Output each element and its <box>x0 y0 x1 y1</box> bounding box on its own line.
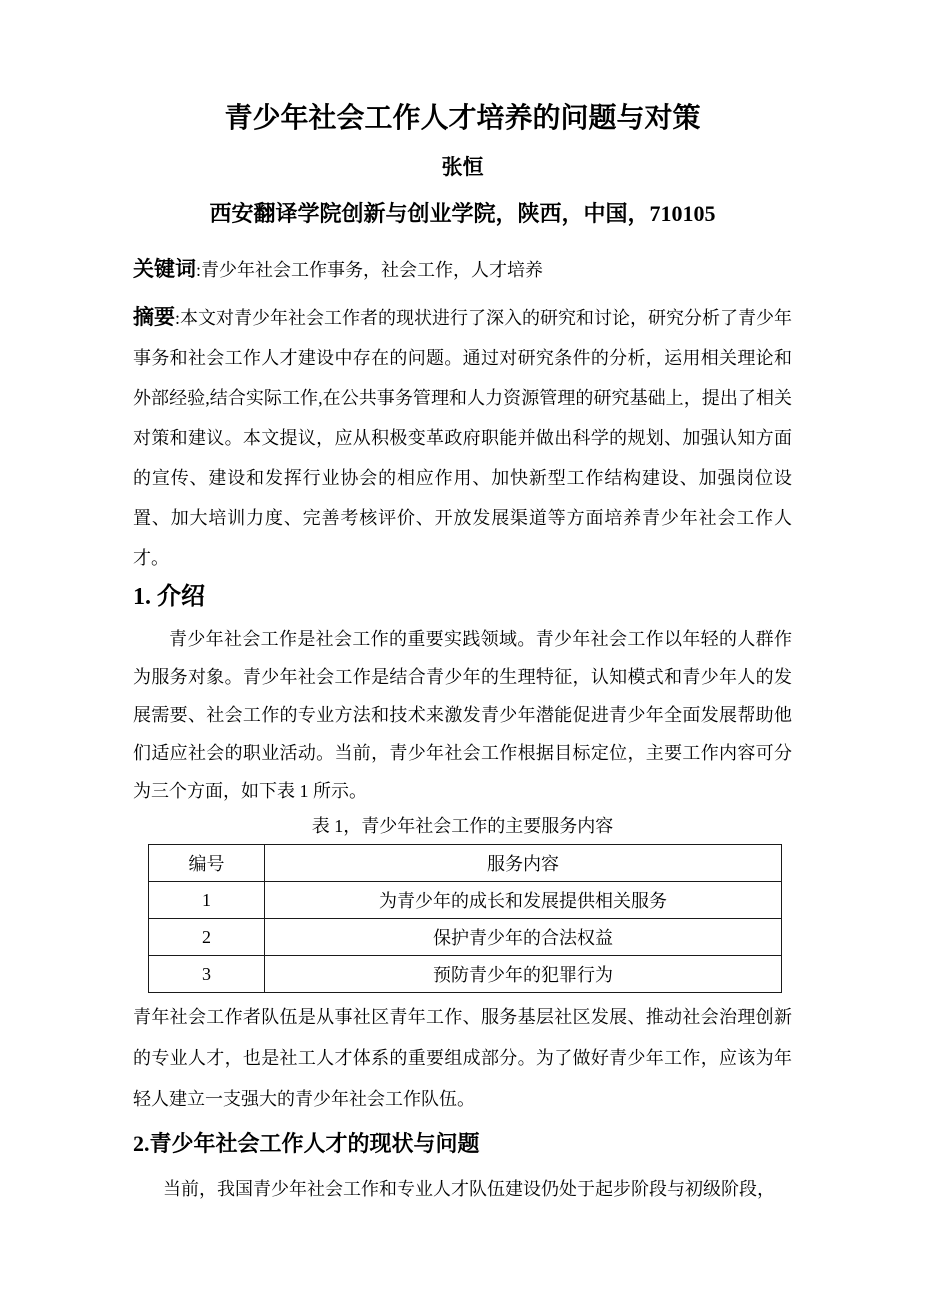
table-row <box>149 919 782 956</box>
table-cell-id: 2 <box>149 919 265 956</box>
current-status-paragraph: 当前，我国青少年社会工作和专业人才队伍建设仍处于起步阶段与初级阶段， <box>163 1179 775 1199</box>
table-caption: 表 1，青少年社会工作的主要服务内容 <box>311 816 614 836</box>
table-row <box>149 882 782 919</box>
author-name: 张恒 <box>441 155 484 179</box>
abstract-paragraph <box>133 297 792 578</box>
table-cell-service: 预防青少年的犯罪行为 <box>265 956 782 993</box>
table-cell-id: 1 <box>149 882 265 919</box>
section-2-heading: 2.青少年社会工作人才的现状与问题 <box>133 1131 480 1156</box>
table-cell-service: 保护青少年的合法权益 <box>265 919 782 956</box>
table-header-row <box>149 845 782 882</box>
after-table-paragraph: 青年社会工作者队伍是从事社区青年工作、服务基层社区发展、推动社会治理创新的专业人才，也是社工人才体系的重要组成部分。为了做好青少年工作，应该为年轻人建立一支强大的青少年社会工作队伍。 <box>133 1007 792 1109</box>
table-cell-service: 为青少年的成长和发展提供相关服务 <box>265 882 782 919</box>
section-1-heading: 1. 介绍 <box>133 584 205 610</box>
page-title: 青少年社会工作人才培养的问题与对策 <box>224 103 701 134</box>
keywords-text: :青少年社会工作事务，社会工作，人才培养 <box>196 260 543 280</box>
table-header-id: 编号 <box>149 845 265 882</box>
abstract-label: 摘要 <box>133 305 175 329</box>
keywords-label: 关键词 <box>133 257 196 281</box>
keywords-line <box>133 254 792 285</box>
table-row <box>149 956 782 993</box>
table-header-service: 服务内容 <box>265 845 782 882</box>
abstract-text: :本文对青少年社会工作者的现状进行了深入的研究和讨论，研究分析了青少年事务和社会工作人才建设中存在的问题。通过对研究条件的分析，运用相关理论和外部经验,结合实际工作,在公共事务管理和人力资源管理的研究基础上，提出了相关对策和建议。本文提议，应从积极变革政府职能并做出科学的规划、加强认知方面的宣传、建设和发挥行业协会的相应作用、加快新型工作结构建设、加强岗位设置、加大培训力度、完善考核评价、开放发展渠道等方面培养青少年社会工作人才。 <box>133 308 792 568</box>
table-cell-id: 3 <box>149 956 265 993</box>
intro-paragraph: 青少年社会工作是社会工作的重要实践领域。青少年社会工作以年轻的人群作为服务对象。青少年社会工作是结合青少年的生理特征，认知模式和青少年人的发展需要、社会工作的专业方法和技术来激发青少年潜能促进青少年全面发展帮助他们适应社会的职业活动。当前，青少年社会工作根据目标定位，主要工作内容可分为三个方面，如下表 1 所示。 <box>133 629 792 801</box>
affiliation: 西安翻译学院创新与创业学院，陕西，中国，710105 <box>209 201 716 226</box>
service-content-table <box>148 844 782 993</box>
